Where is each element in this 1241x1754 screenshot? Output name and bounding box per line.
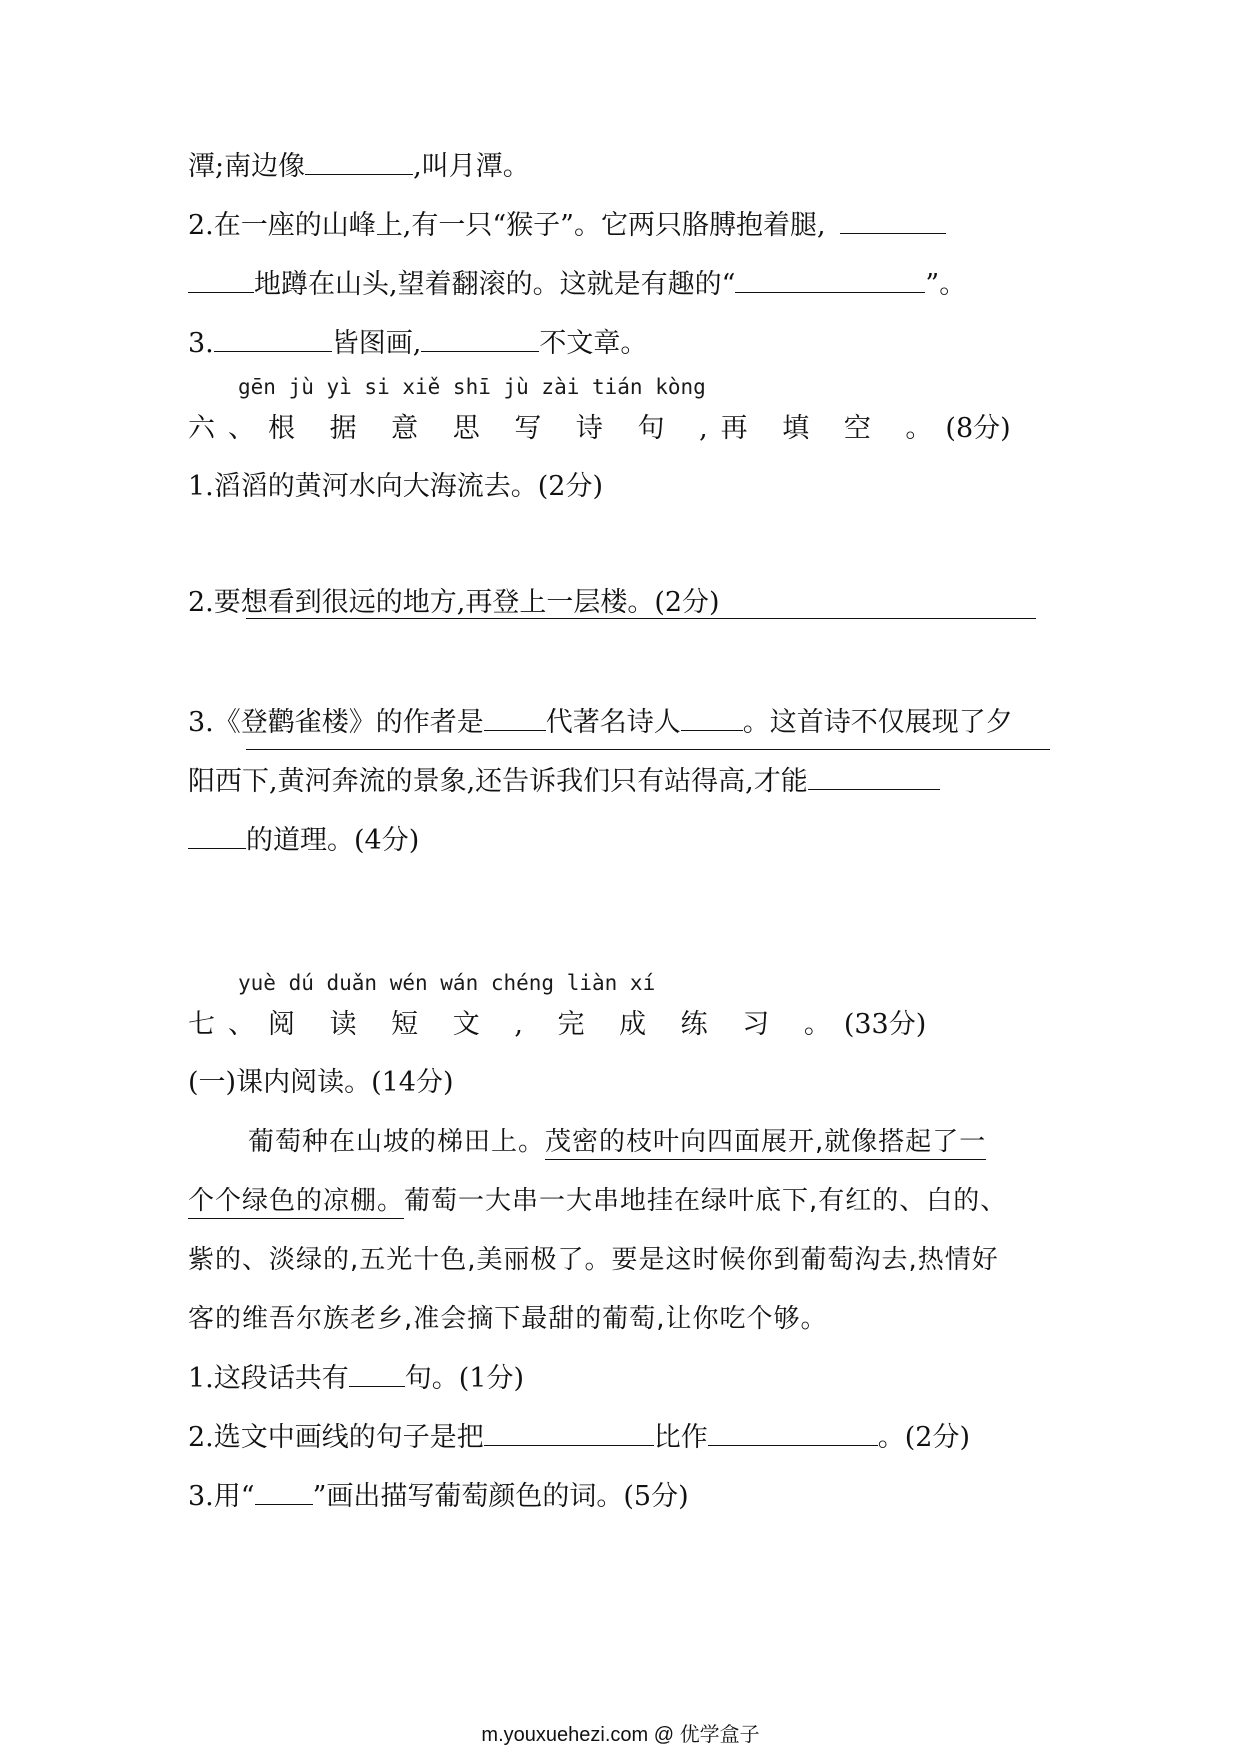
blank[interactable] — [735, 266, 925, 293]
blank[interactable] — [188, 266, 254, 293]
sec6-title: 六、根 据 意 思 写 诗 句 ,再 填 空 。(8分) — [188, 413, 1011, 444]
underlined-sentence: 个个绿色的凉棚。 — [188, 1186, 404, 1219]
sec5-q2-line-2: 地蹲在山头,望着翻滚的。这就是有趣的“ ”。 — [188, 266, 966, 302]
sec7-subheading: (一)课内阅读。(14分) — [188, 1067, 454, 1098]
sec5-q2-line-1: 2.在一座的山峰上,有一只“猴子”。它两只胳膊抱着腿, — [188, 207, 946, 243]
passage-line-1: 葡萄种在山坡的梯田上。茂密的枝叶向四面展开,就像搭起了一 — [248, 1125, 986, 1159]
footer-watermark: m.youxuehezi.com @ 优学盒子 — [481, 1724, 760, 1746]
blank[interactable] — [484, 704, 546, 731]
sec7-pinyin: yuè dú duǎn wén wán chéng liàn xí — [238, 971, 656, 995]
sec7-q1: 1.这段话共有 句。(1分) — [188, 1360, 524, 1396]
blank[interactable] — [305, 148, 413, 175]
passage-line-4: 客的维吾尔族老乡,准会摘下最甜的葡萄,让你吃个够。 — [188, 1304, 828, 1334]
sec7-q3: 3.用“ ”画出描写葡萄颜色的词。(5分) — [188, 1478, 689, 1514]
sec6-q3-line-3: 的道理。(4分) — [188, 822, 419, 858]
sec7-title: 七、阅 读 短 文 , 完 成 练 习 。(33分) — [188, 1009, 927, 1040]
sec6-q2: 2.要想看到很远的地方,再登上一层楼。(2分) — [188, 587, 720, 618]
blank[interactable] — [484, 1419, 654, 1446]
sec6-q3-line-1: 3.《登鹳雀楼》的作者是 代著名诗人 。这首诗不仅展现了夕 — [188, 704, 1013, 740]
blank[interactable] — [681, 704, 743, 731]
sec5-q3: 3. 皆图画, 不文章。 — [188, 325, 647, 361]
blank[interactable] — [349, 1360, 405, 1387]
blank[interactable] — [214, 325, 332, 352]
blank[interactable] — [421, 325, 539, 352]
answer-line[interactable] — [246, 749, 1050, 750]
passage-line-3: 紫的、淡绿的,五光十色,美丽极了。要是这时候你到葡萄沟去,热情好 — [188, 1245, 999, 1275]
underlined-sentence: 茂密的枝叶向四面展开,就像搭起了一 — [545, 1127, 986, 1160]
sec6-pinyin: gēn jù yì si xiě shī jù zài tián kòng — [238, 375, 706, 399]
passage-line-2: 个个绿色的凉棚。葡萄一大串一大串地挂在绿叶底下,有红的、白的、 — [188, 1184, 1007, 1218]
blank[interactable] — [808, 763, 940, 790]
blank — [255, 1478, 313, 1505]
sec7-q2: 2.选文中画线的句子是把 比作 。(2分) — [188, 1419, 970, 1455]
sec6-q3-line-2: 阳西下,黄河奔流的景象,还告诉我们只有站得高,才能 — [188, 763, 940, 799]
blank[interactable] — [708, 1419, 878, 1446]
sec5-line-0: 潭;南边像 ,叫月潭。 — [188, 148, 530, 184]
blank[interactable] — [840, 207, 946, 234]
sec6-q1: 1.滔滔的黄河水向大海流去。(2分) — [188, 471, 604, 502]
blank[interactable] — [188, 822, 246, 849]
